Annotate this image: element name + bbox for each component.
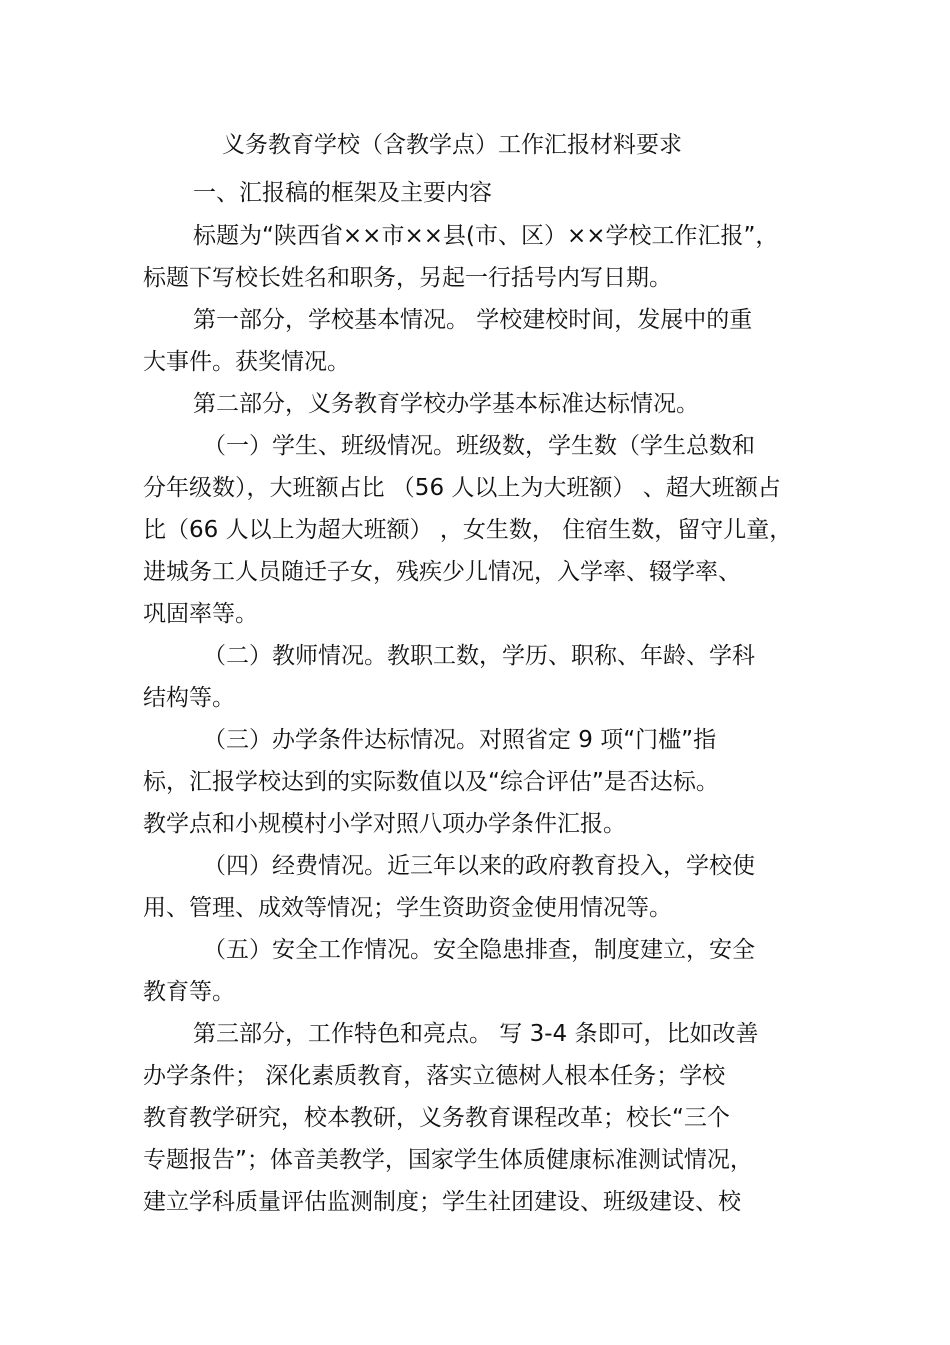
paragraph-line: 教学点和小规模村小学对照八项办学条件汇报。: [143, 811, 626, 837]
paragraph-line: 进城务工人员随迁子女，残疾少儿情况，入学率、辍学率、: [143, 559, 741, 585]
part-heading: 第一部分，学校基本情况。 学校建校时间，发展中的重: [193, 307, 753, 333]
subsection-line: （三）办学条件达标情况。对照省定 9 项“门槛”指: [203, 727, 717, 753]
paragraph-line: 分年级数），大班额占比 （56 人以上为大班额） 、超大班额占: [143, 475, 781, 501]
document-title: 义务教育学校（含教学点）工作汇报材料要求: [222, 132, 682, 158]
subsection-line: （二）教师情况。教职工数，学历、职称、年龄、学科: [203, 643, 755, 669]
paragraph-line: 教育教学研究，校本教研，义务教育课程改革；校长“三个: [143, 1105, 730, 1131]
paragraph-line: 大事件。获奖情况。: [143, 349, 350, 375]
subsection-line: （五）安全工作情况。安全隐患排查，制度建立，安全: [203, 937, 755, 963]
subsection-line: （四）经费情况。近三年以来的政府教育投入，学校使: [203, 853, 755, 879]
paragraph-line: 标题为“陕西省××市××县(市、区）××学校工作汇报”，: [193, 223, 779, 249]
paragraph-line: 用、管理、成效等情况；学生资助资金使用情况等。: [143, 895, 672, 921]
part-heading: 第三部分，工作特色和亮点。 写 3-4 条即可，比如改善: [193, 1021, 759, 1047]
paragraph-line: 比（66 人以上为超大班额） ，女生数， 住宿生数，留守儿童，: [143, 517, 793, 543]
paragraph-line: 建立学科质量评估监测制度；学生社团建设、班级建设、校: [143, 1189, 741, 1215]
section-heading: 一、汇报稿的框架及主要内容: [193, 180, 492, 206]
paragraph-line: 标，汇报学校达到的实际数值以及“综合评估”是否达标。: [143, 769, 719, 795]
paragraph-line: 巩固率等。: [143, 601, 258, 627]
part-heading: 第二部分，义务教育学校办学基本标准达标情况。: [193, 391, 699, 417]
subsection-line: （一）学生、班级情况。班级数，学生数（学生总数和: [203, 433, 755, 459]
paragraph-line: 结构等。: [143, 685, 235, 711]
paragraph-line: 办学条件； 深化素质教育，落实立德树人根本任务；学校: [143, 1063, 726, 1089]
paragraph-line: 教育等。: [143, 979, 235, 1005]
paragraph-line: 标题下写校长姓名和职务，另起一行括号内写日期。: [143, 265, 672, 291]
paragraph-line: 专题报告”；体音美教学，国家学生体质健康标准测试情况，: [143, 1147, 753, 1173]
